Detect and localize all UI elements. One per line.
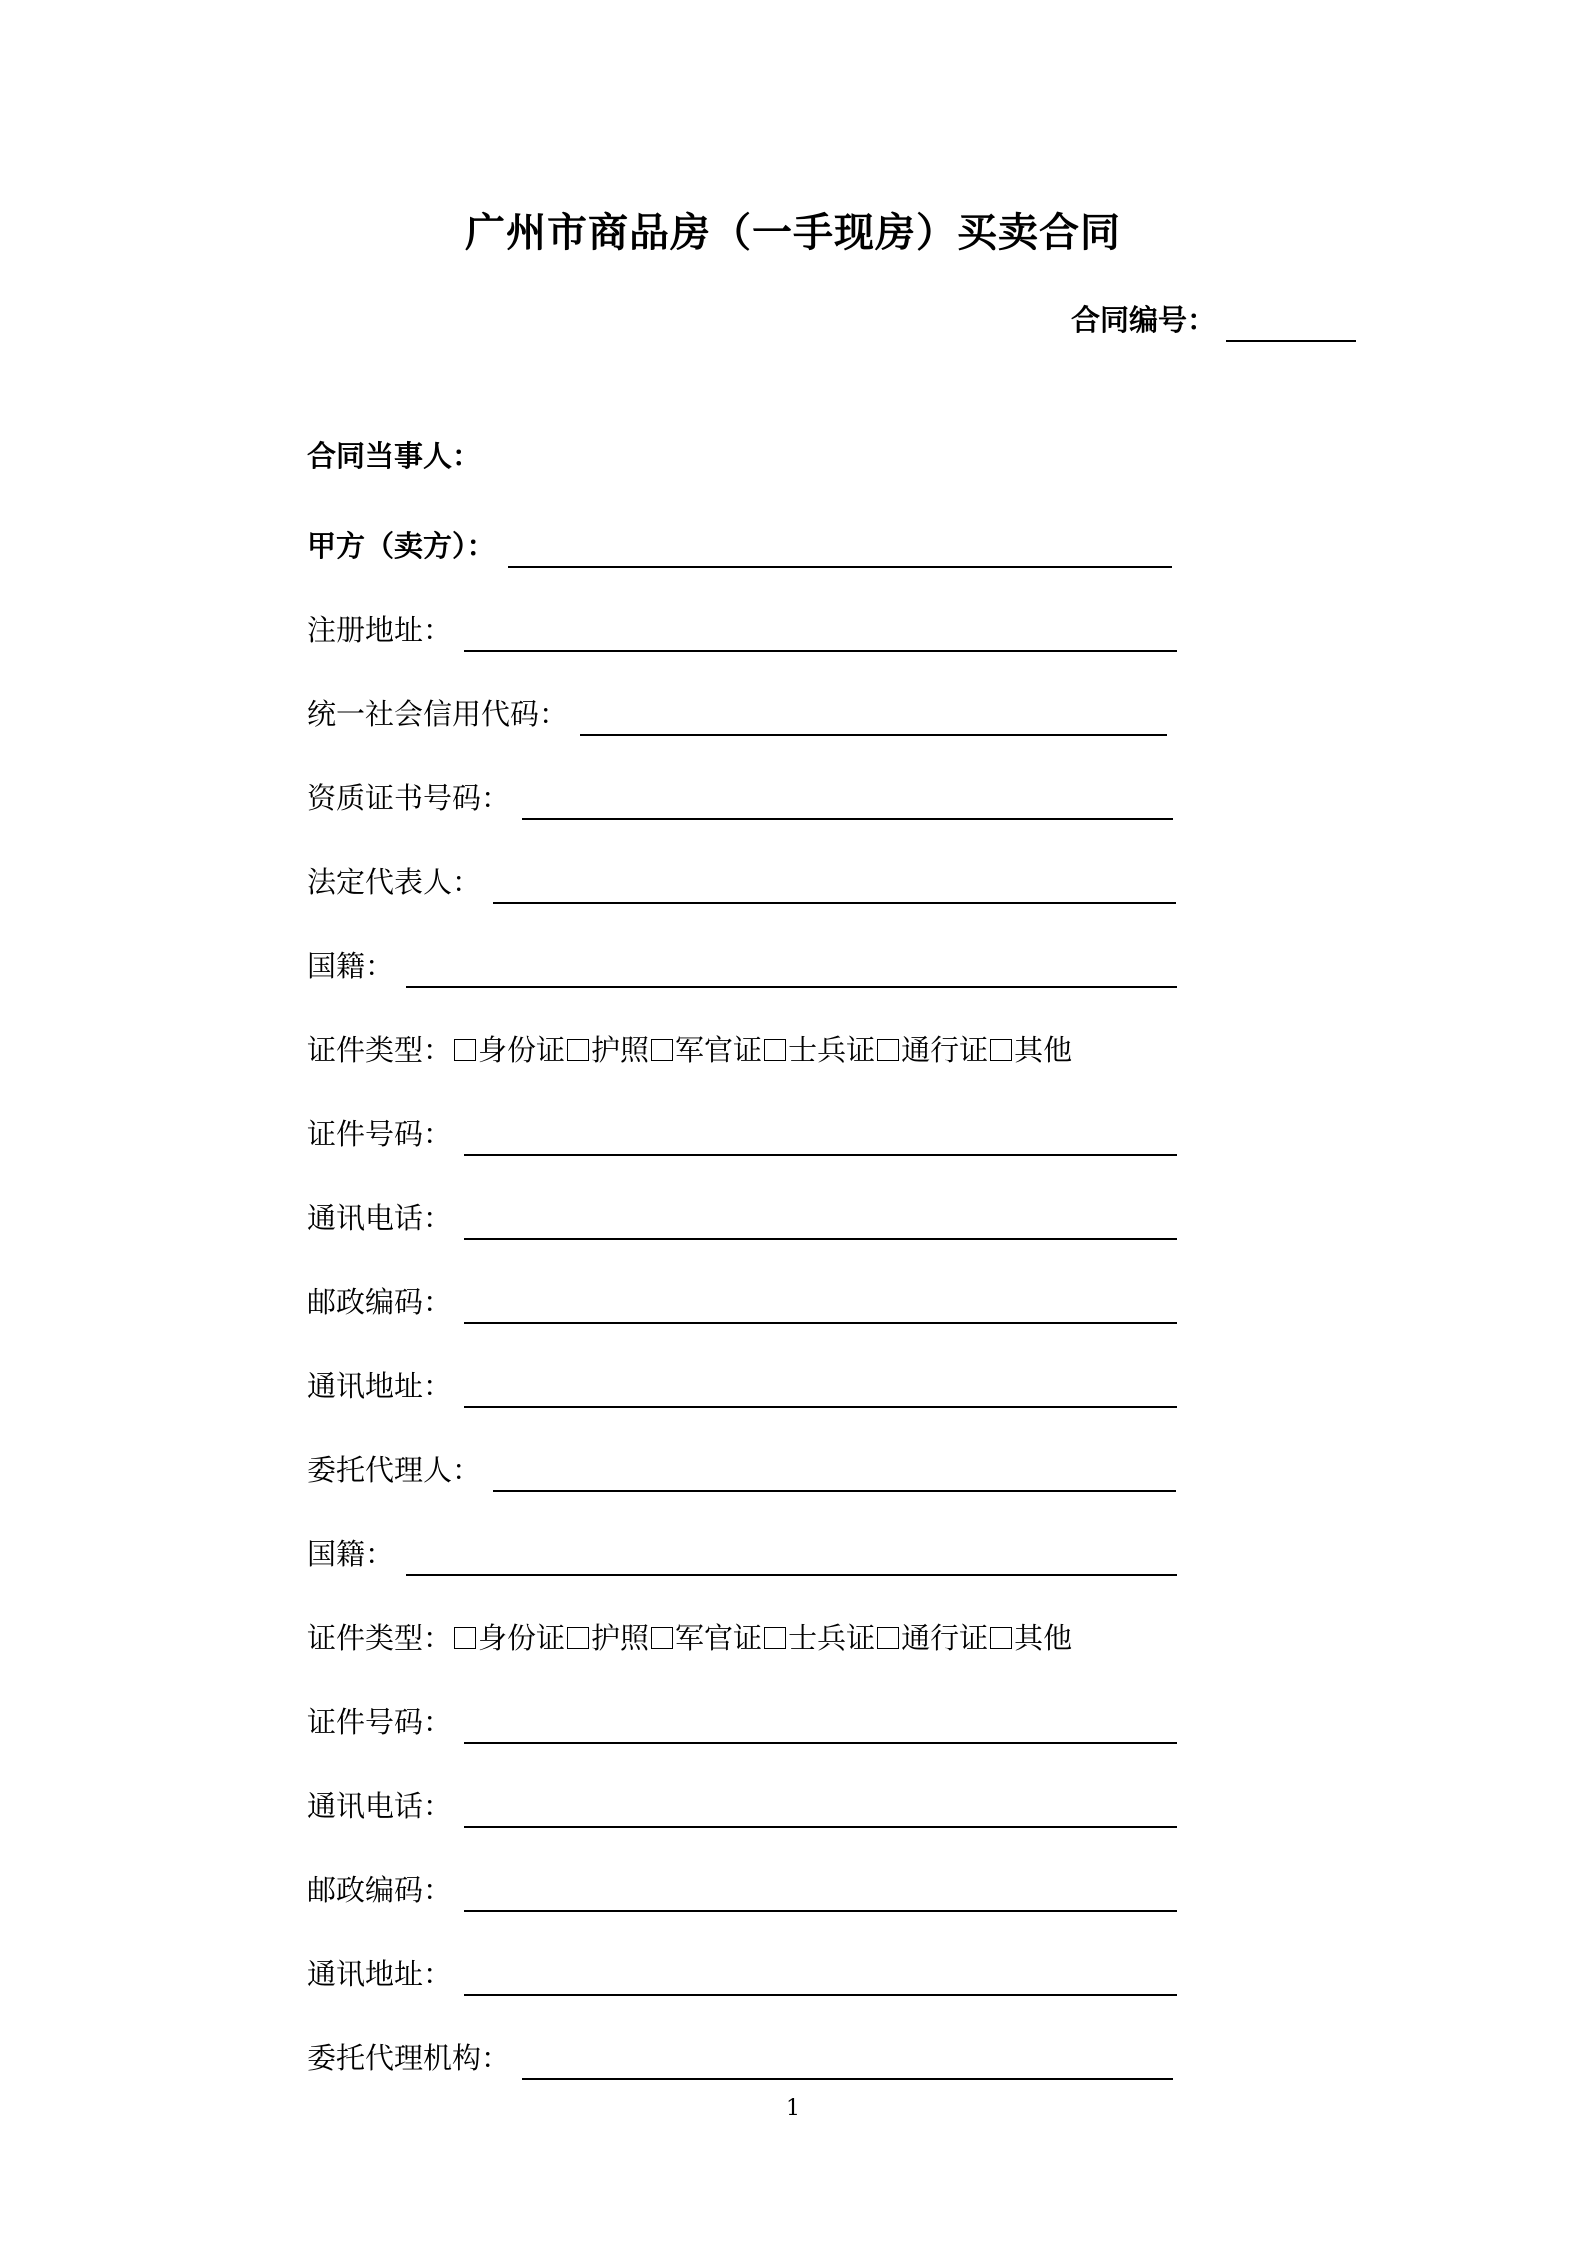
nationality-label: 国籍：	[307, 949, 395, 983]
agent-id-card-option: 身份证	[478, 1621, 566, 1655]
agent-id-number-blank[interactable]	[464, 1702, 1177, 1744]
credit-code-label: 统一社会信用代码：	[307, 697, 569, 731]
agent-mail-address-label: 通讯地址：	[307, 1957, 453, 1991]
agent-postal-code-label: 邮政编码：	[307, 1873, 453, 1907]
agent-id-number-label: 证件号码：	[307, 1705, 453, 1739]
agent-phone-blank[interactable]	[464, 1786, 1177, 1828]
agent-officer-id-checkbox[interactable]	[651, 1627, 673, 1649]
agent-soldier-id-option: 士兵证	[788, 1621, 876, 1655]
agent-mail-address-blank[interactable]	[464, 1954, 1177, 1996]
seller-label: 甲方（卖方）：	[307, 529, 496, 563]
agent-passport-option: 护照	[591, 1621, 650, 1655]
nationality-field	[307, 938, 1177, 988]
agent-passport-checkbox[interactable]	[567, 1627, 589, 1649]
officer-id-option: 军官证	[675, 1033, 763, 1067]
mail-address-field	[307, 1358, 1177, 1408]
agent-soldier-id-checkbox[interactable]	[764, 1627, 786, 1649]
contract-number-field	[1071, 292, 1356, 342]
contract-number-blank[interactable]	[1226, 300, 1356, 342]
postal-code-label: 邮政编码：	[307, 1285, 453, 1319]
phone-blank[interactable]	[464, 1198, 1177, 1240]
mail-address-blank[interactable]	[464, 1366, 1177, 1408]
id-card-checkbox[interactable]	[454, 1039, 476, 1061]
id-number-label: 证件号码：	[307, 1117, 453, 1151]
id-number-field	[307, 1106, 1177, 1156]
agent-id-type-label: 证件类型：	[307, 1621, 453, 1655]
legal-rep-label: 法定代表人：	[307, 865, 482, 899]
qualification-no-label: 资质证书号码：	[307, 781, 511, 815]
passport-checkbox[interactable]	[567, 1039, 589, 1061]
agent-id-card-checkbox[interactable]	[454, 1627, 476, 1649]
id-type-row	[307, 1022, 1072, 1072]
travel-permit-option: 通行证	[901, 1033, 989, 1067]
registered-address-blank[interactable]	[464, 610, 1177, 652]
seller-blank[interactable]	[508, 526, 1172, 568]
agent-other-id-checkbox[interactable]	[990, 1627, 1012, 1649]
soldier-id-option: 士兵证	[788, 1033, 876, 1067]
agent-nationality-blank[interactable]	[406, 1534, 1177, 1576]
agent-officer-id-option: 军官证	[675, 1621, 763, 1655]
legal-rep-field	[307, 854, 1176, 904]
credit-code-blank[interactable]	[580, 694, 1167, 736]
credit-code-field	[307, 686, 1167, 736]
officer-id-checkbox[interactable]	[651, 1039, 673, 1061]
qualification-no-field	[307, 770, 1173, 820]
agent-phone-label: 通讯电话：	[307, 1789, 453, 1823]
registered-address-field	[307, 602, 1177, 652]
agent-travel-permit-option: 通行证	[901, 1621, 989, 1655]
contract-number-label: 合同编号：	[1070, 303, 1216, 337]
document-title: 广州市商品房（一手现房）买卖合同	[465, 210, 1121, 256]
id-number-blank[interactable]	[464, 1114, 1177, 1156]
other-id-option: 其他	[1014, 1033, 1073, 1067]
agency-field	[307, 2030, 1173, 2080]
parties-heading: 合同当事人：	[307, 439, 482, 473]
soldier-id-checkbox[interactable]	[764, 1039, 786, 1061]
phone-label: 通讯电话：	[307, 1201, 453, 1235]
mail-address-label: 通讯地址：	[307, 1369, 453, 1403]
postal-code-blank[interactable]	[464, 1282, 1177, 1324]
agent-travel-permit-checkbox[interactable]	[877, 1627, 899, 1649]
agent-postal-code-blank[interactable]	[464, 1870, 1177, 1912]
registered-address-label: 注册地址：	[307, 613, 453, 647]
agent-id-type-row	[307, 1610, 1072, 1660]
agent-postal-code-field	[307, 1862, 1177, 1912]
agent-other-id-option: 其他	[1014, 1621, 1073, 1655]
passport-option: 护照	[591, 1033, 650, 1067]
agent-nationality-field	[307, 1526, 1177, 1576]
seller-field	[307, 518, 1172, 568]
nationality-blank[interactable]	[406, 946, 1177, 988]
agent-nationality-label: 国籍：	[307, 1537, 395, 1571]
qualification-no-blank[interactable]	[522, 778, 1173, 820]
postal-code-field	[307, 1274, 1177, 1324]
agency-blank[interactable]	[522, 2038, 1173, 2080]
agent-mail-address-field	[307, 1946, 1177, 1996]
agent-name-field	[307, 1442, 1176, 1492]
agent-name-blank[interactable]	[493, 1450, 1176, 1492]
phone-field	[307, 1190, 1177, 1240]
other-id-checkbox[interactable]	[990, 1039, 1012, 1061]
id-card-option: 身份证	[478, 1033, 566, 1067]
legal-rep-blank[interactable]	[493, 862, 1176, 904]
travel-permit-checkbox[interactable]	[877, 1039, 899, 1061]
id-type-label: 证件类型：	[307, 1033, 453, 1067]
agent-id-number-field	[307, 1694, 1177, 1744]
page-number: 1	[786, 2096, 800, 2121]
agent-name-label: 委托代理人：	[307, 1453, 482, 1487]
agency-label: 委托代理机构：	[307, 2041, 511, 2075]
agent-phone-field	[307, 1778, 1177, 1828]
